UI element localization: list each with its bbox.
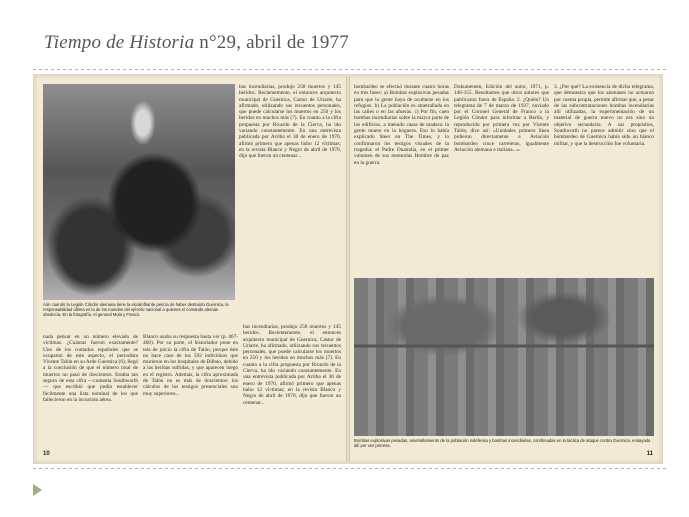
magazine-spread-image	[33, 74, 663, 464]
right-photo-caption: Bombas explosivas pesadas, ametrallamiento de la población indefensa y bombas incendiarias, combinadas en la táctica de ataque contra Guernica, ensayada allí por vez primera.	[354, 438, 651, 448]
right-text-column-2: Dokumenten, Edición del autor, 1971, p. 146-155. Resultamos que otros autores que publicaron fuera de España. 2. ¿Quién? Un telegrama de 7 de marzo de 1937, enviado por el Coronel General de Franco a la Legión Cóndor para informar a Berlín, y reproducido por primera vez por Vicente Talón, dice así: «Unidades primera línea pidieron directamente a Aviación bombardeo cruce carreteras, igualmente Aviación alemana e italiana...».	[454, 84, 549, 153]
right-text-column-1: bombardeo se efectuó durante cuatro horas en tres fases: a) Bombas explosivas pesadas para que la gente haya de ocultarse en los refugios. b) La población es ametrallada en las calles o en las afueras. c) Por fin, caen bombas incendiarias sobre la mayor parte de los edificios, a menudo casas de madera: la gente muere en la hoguera. Eso lo había explicado Steer en The Times, y lo confirmaron los testigos visuales de la tragedia: el Padre Onaindía, en el primer volumen de sus memorias Hombre de paz en la guerra.	[354, 84, 449, 166]
top-divider	[33, 69, 669, 70]
photo-generals	[43, 84, 235, 300]
left-text-column-2: Blanco usaba su respuesta hasta ver (p. 467-468). Por su parte, el historiador pone en tela de juicio la cifra de Talón, porque éste no hace caso de los 592 individuos que murieron en los hospitales de Bilbao, debido a las heridas sufridas, y que aparecen luego en el registro. Además, la cifra aproximada de Talón no es más de doscientos: los cálculos de los testigos presenciales son muy superiores...	[143, 334, 238, 397]
title-issue-date: n°29, abril de 1977	[194, 32, 349, 53]
left-text-column-1: nada pensar en un número elevado de víctimas. ¿Cuántas fueron exactamente? Uno de los contados españoles que se ocuparon de este aspecto, el periodista Vicente Talón en su Arde Guernica (6), llegó a la conclusión de que el número total de muertos no pasó de doscientos. Estaba tan seguro de esta cifra —comenta Southworth— que escribió que podía establecer fácilmente una lista nominal de los que fallecieron en la incursión aérea.	[43, 334, 138, 403]
left-page-number: 10	[43, 451, 50, 457]
title-magazine-name: Tiempo de Historia	[44, 32, 195, 53]
left-photo-caption: Aún cuando la Legión Cóndor alemana tiene la escalofriante pericia de haber destruido Guernica, la responsabilidad última es la de los mandos del ejército nacional a quienes el comando alemán obedecía. En la fotografía, el general Mola y Franco.	[43, 302, 229, 317]
left-page	[37, 78, 346, 460]
right-page-number: 11	[646, 451, 653, 457]
play-arrow-icon	[33, 484, 42, 496]
slide-title	[44, 32, 349, 54]
photo-ruined-guernica	[354, 278, 654, 436]
bottom-divider	[33, 468, 669, 469]
left-text-column-top: bas incendiarias, produjo 258 muertos y 145 heridos. Recientemente, el entonces arquitecto municipal de Guernica, Castor de Uriarte, ha afirmado, utilizando sus recuentos personales, que puede calcularse los muertos en 250 y los heridos en muchos más (7). En cuanto a la cifra propuesta por Ricardo de la Cierva, ha ido variando constantemente. En una entrevista publicada por Arriba el 30 de enero de 1970, afirmó primero que apenas hubo 12 víctimas; en la revista Blanco y Negro de abril de 1970, dijo que fueron un centenar...	[239, 84, 341, 160]
right-text-column-3: 3. ¿Por qué? La existencia de dicho telegrama, que demuestra que los alemanes no actuaron por cuenta propia, permite afirmar que, a pesar de las subcontrataciones bombas incendiarias allí utilizadas, la experimentación de un material de guerra nuevo no era sino un objetivo secundario. A sus propósitos, Southworth no parece admitir sino que el bombardeo de Guernica había sido un blanco militar, y que la destrucción fue voluntaria.	[554, 84, 654, 147]
left-text-column-3: bas incendiarias, produjo 258 muertos y 145 heridos. Recientemente, el entonces arquitecto municipal de Guernica, Castor de Uriarte, ha afirmado, utilizando sus recuentos personales, que puede calcularse los muertos en 250 y los heridos en muchos más (7). En cuanto a la cifra propuesta por Ricardo de la Cierva, ha ido variando constantemente. En una entrevista publicada por Arriba el 30 de enero de 1970, afirmó primero que apenas hubo 12 víctimas; en la revista Blanco y Negro de abril de 1970, dijo que fueron un centenar...	[243, 324, 341, 406]
right-page	[350, 78, 659, 460]
